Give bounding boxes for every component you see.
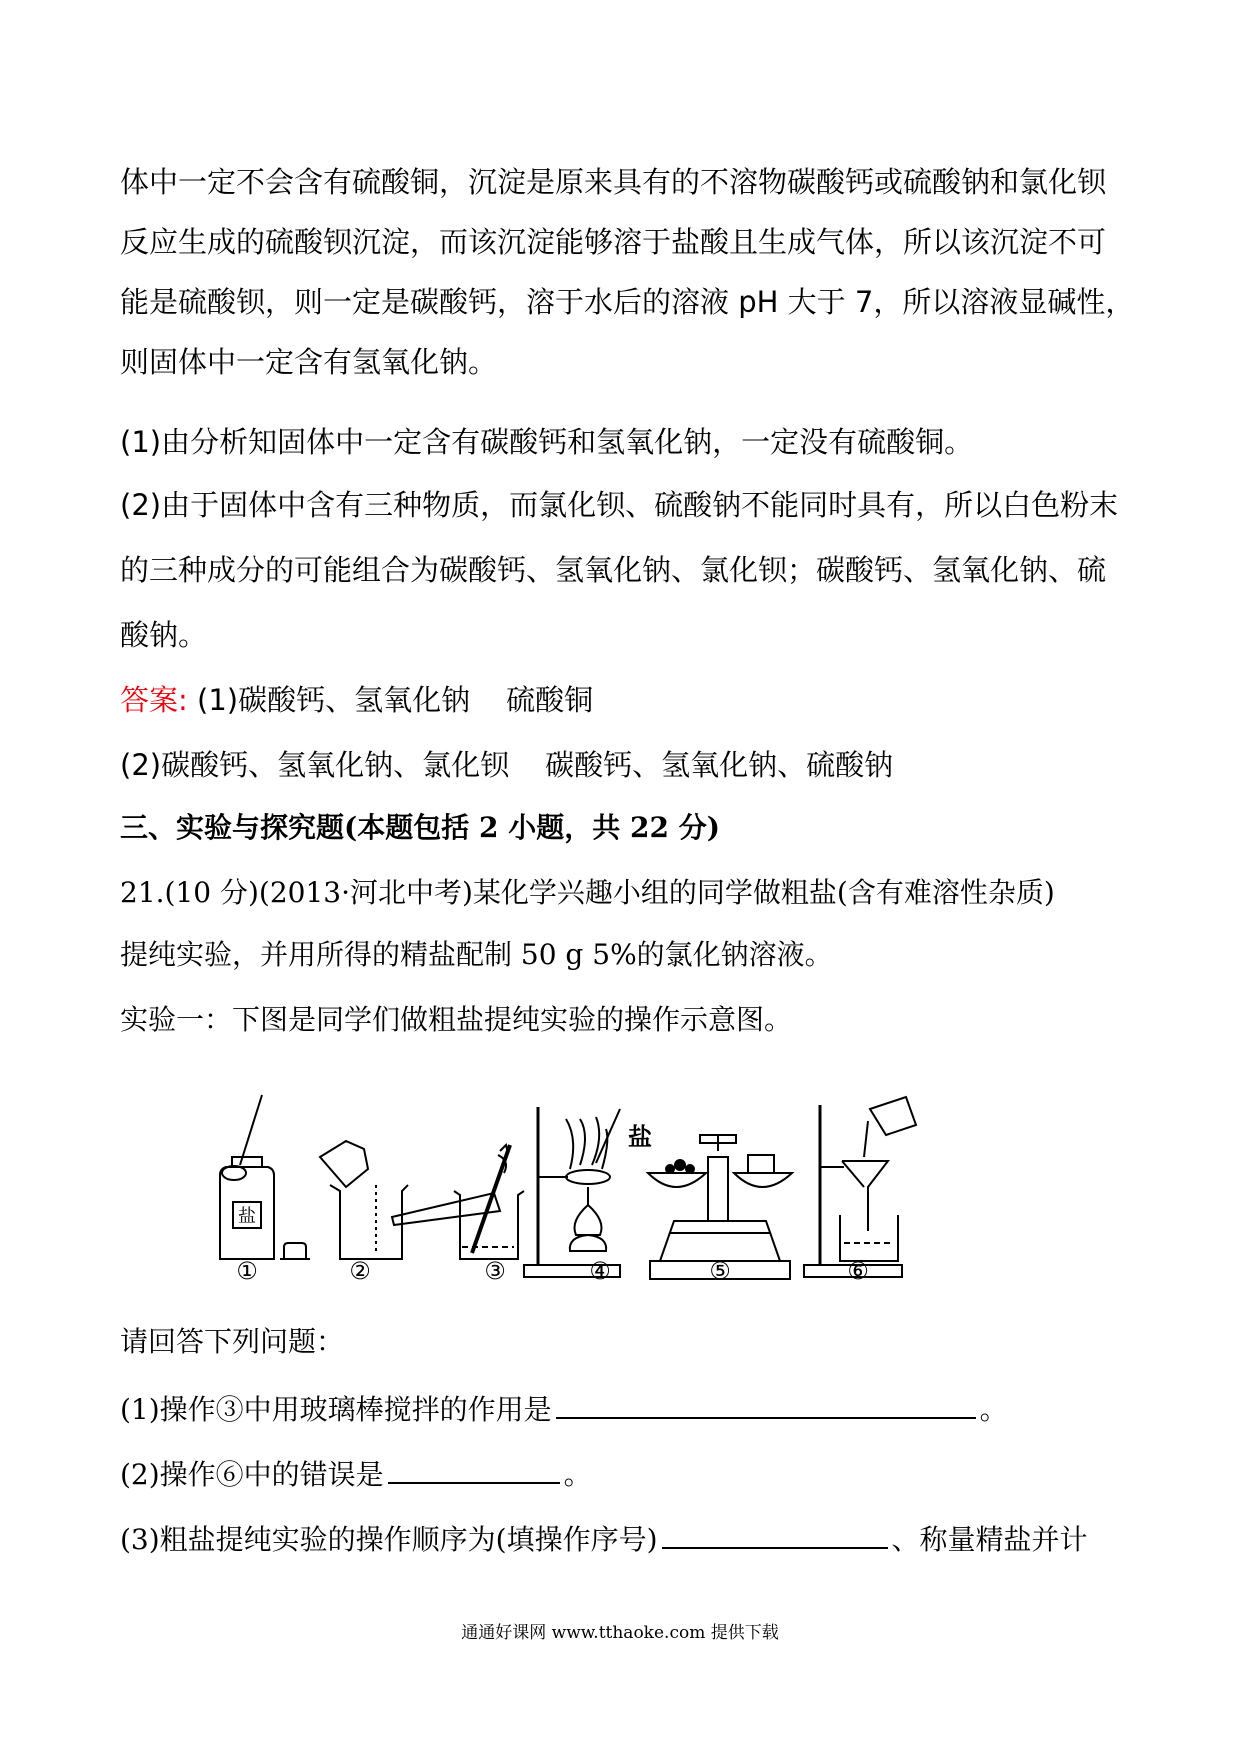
step-label-6: ⑥ [847,1257,869,1285]
step-label-1: ① [236,1257,258,1285]
answer-blank-3[interactable] [662,1517,888,1549]
sub-question-3-text: (3)粗盐提纯实验的操作顺序为(填操作序号) [120,1523,658,1556]
salt-jar-step [220,1095,310,1259]
sub-question-2-text: (2)操作⑥中的错误是 [120,1458,384,1491]
question-line-2: 提纯实验，并用所得的精盐配制 50 g 5%的氯化钠溶液。 [120,938,833,971]
analysis-line-3: 能是硫酸钡，则一定是碳酸钙，溶于水后的溶液 pH 大于 7，所以溶液显碱性， [120,285,1135,319]
analysis-line-1: 体中一定不会含有硫酸铜，沉淀是原来具有的不溶物碳酸钙或硫酸钠和氯化钡 [120,165,1107,199]
sub-question-1-end: 。 [979,1393,1008,1426]
step-label-3: ③ [484,1257,506,1285]
analysis-point-1: (1)由分析知固体中一定含有碳酸钙和氢氧化钠，一定没有硫酸铜。 [120,425,974,459]
answer-1a: (1)碳酸钙、氢氧化钠 [197,683,471,717]
answer-label: 答案: [120,683,188,717]
balance-salt-label: 盐 [628,1123,652,1151]
question-line-3: 实验一：下图是同学们做粗盐提纯实验的操作示意图。 [120,1003,793,1036]
question-line-1: 21.(10 分)(2013·河北中考)某化学兴趣小组的同学做粗盐(含有难溶性杂质) [120,876,1055,909]
sub-question-3-end: 、称量精盐并计 [891,1523,1088,1556]
answer-1b: 硫酸铜 [506,683,594,717]
answer-line-2 [120,745,893,785]
analysis-line-4: 则固体中一定含有氢氧化钠。 [120,345,498,379]
evaporation-step [524,1107,620,1277]
analysis-line-2: 反应生成的硫酸钡沉淀，而该沉淀能够溶于盐酸且生成气体，所以该沉淀不可 [120,225,1107,259]
answer-blank-2[interactable] [388,1452,560,1484]
answer-2a: (2)碳酸钙、氢氧化钠、氯化钡 [120,748,510,782]
analysis-point-2-line-3: 酸钠。 [120,618,208,652]
section-heading: 三、实验与探究题(本题包括 2 小题，共 22 分) [120,811,720,844]
step-label-5: ⑤ [709,1257,731,1285]
analysis-point-2-line-2: 的三种成分的可能组合为碳酸钙、氢氧化钠、氯化钡；碳酸钙、氢氧化钠、硫 [120,553,1107,587]
page-footer: 通通好课网 www.tthaoke.com 提供下载 [461,1623,779,1643]
step-label-4: ④ [589,1257,611,1285]
sub-question-1-text: (1)操作③中用玻璃棒搅拌的作用是 [120,1393,552,1426]
stir-step [454,1145,524,1259]
analysis-point-2-line-1: (2)由于固体中含有三种物质，而氯化钡、硫酸钠不能同时具有，所以白色粉末 [120,488,1119,522]
step-label-2: ② [349,1257,371,1285]
jar-label: 盐 [238,1206,256,1227]
sub-question-3 [120,1517,1088,1560]
answer-blank-1[interactable] [556,1387,976,1419]
sub-question-2 [120,1452,592,1495]
sub-question-1 [120,1387,1008,1430]
filtration-step [804,1097,916,1277]
experiment-diagram [200,1065,1040,1290]
sub-question-2-end: 。 [563,1458,592,1491]
dissolve-step [320,1141,500,1259]
answer-prompt: 请回答下列问题： [120,1325,345,1358]
answer-line-1 [120,680,593,720]
answer-2b: 碳酸钙、氢氧化钠、硫酸钠 [545,748,894,782]
